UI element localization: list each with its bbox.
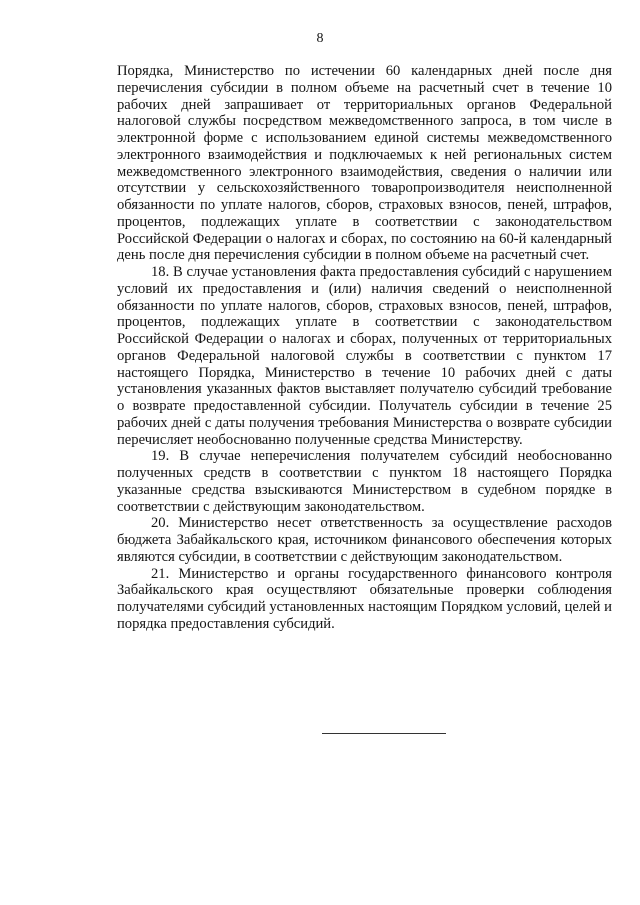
document-body xyxy=(117,63,612,633)
paragraph-19: 19. В случае неперечисления получателем субсидий необоснованно полученных средств в соответствии с пунктом 18 настоящего Порядка указанные средства взыскиваются Министерством в судебном порядке в соответствии с действующим законодательством. xyxy=(117,448,612,515)
paragraph-18: 18. В случае установления факта предоставления субсидий с нарушением условий их предоставления и (или) наличия сведений о неисполненной обязанности по уплате налогов, сборов, страховых взносов, пеней, штрафов, процентов, подлежащих уплате в соответствии с законодательством Российской Федерации о налогах и сборах, полученных от территориальных органов Федеральной налоговой службы в соответствии с пунктом 17 настоящего Порядка, Министерство в течение 10 рабочих дней с даты установления указанных фактов выставляет получателю субсидий требование о возврате предоставленной субсидии. Получатель субсидии в течение 25 рабочих дней с даты получения требования Министерства о возврате субсидии перечисляет необоснованно полученные средства Министерству. xyxy=(117,264,612,448)
page-number: 8 xyxy=(316,31,324,46)
paragraph-continuation: Порядка, Министерство по истечении 60 календарных дней после дня перечисления субсидии в полном объеме на расчетный счет в течение 10 рабочих дней запрашивает от территориальных органов Федеральной налоговой службы посредством межведомственного запроса, в том числе в электронной форме с использованием единой системы межведомственного электронного взаимодействия и подключаемых к ней региональных систем межведомственного электронного взаимодействия, сведения о наличии или отсутствии у сельскохозяйственного товаропроизводителя неисполненной обязанности по уплате налогов, сборов, страховых взносов, пеней, штрафов, процентов, подлежащих уплате в соответствии с законодательством Российской Федерации о налогах и сборах, по состоянию на 60-й календарный день после дня перечисления субсидии в полном объеме на расчетный счет. xyxy=(117,63,612,264)
paragraph-21: 21. Министерство и органы государственного финансового контроля Забайкальского края осуществляют обязательные проверки соблюдения получателями субсидий установленных настоящим Порядком условий, целей и порядка предоставления субсидий. xyxy=(117,565,612,632)
paragraph-20: 20. Министерство несет ответственность за осуществление расходов бюджета Забайкальского края, источником финансового обеспечения которых являются субсидии, в соответствии с действующим законодательством. xyxy=(117,515,612,565)
end-of-document-rule xyxy=(322,733,446,734)
